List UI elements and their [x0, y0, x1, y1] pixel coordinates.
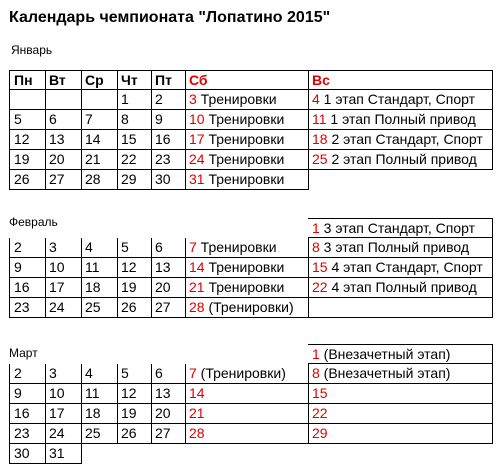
- day-cell: 18 2 этап Стандарт, Спорт: [308, 130, 493, 150]
- day-cell: 20: [151, 404, 186, 424]
- day-cell: 29: [308, 424, 493, 444]
- day-cell: 8 3 этап Полный привод: [308, 238, 493, 258]
- day-cell: 24 Тренировки: [185, 150, 309, 170]
- month-label: Февраль: [9, 215, 58, 229]
- weekday-header: Пт: [151, 70, 186, 90]
- day-cell: 17 Тренировки: [185, 130, 309, 150]
- day-cell: [81, 90, 118, 110]
- day-cell: 30: [151, 170, 186, 190]
- day-cell: 16: [9, 404, 46, 424]
- day-cell: 31 Тренировки: [185, 170, 309, 190]
- month-label: Март: [9, 346, 38, 360]
- day-cell: 18: [81, 278, 118, 298]
- day-cell: [308, 298, 493, 318]
- day-cell: 22: [117, 150, 152, 170]
- day-cell: 28: [81, 170, 118, 190]
- day-cell: 9: [9, 384, 46, 404]
- weekday-header: Сб: [185, 70, 309, 90]
- day-cell: 20: [151, 278, 186, 298]
- month-label: Январь: [11, 43, 53, 57]
- day-cell: 11: [81, 258, 118, 278]
- day-cell: 4: [81, 238, 118, 258]
- day-cell: 9: [9, 258, 46, 278]
- day-cell: 25 2 этап Полный привод: [308, 150, 493, 170]
- day-cell: 3: [45, 364, 82, 384]
- day-cell: 18: [81, 404, 118, 424]
- day-cell: 15 4 этап Стандарт, Спорт: [308, 258, 493, 278]
- day-cell: 15: [117, 130, 152, 150]
- sunday-cell: 1 (Внезачетный этап): [308, 344, 493, 364]
- day-cell: 16: [9, 278, 46, 298]
- day-cell: 7 Тренировки: [185, 238, 309, 258]
- day-cell: 14 Тренировки: [185, 258, 309, 278]
- day-cell: 2: [151, 90, 186, 110]
- day-cell: 29: [117, 170, 152, 190]
- day-cell: 14: [185, 384, 309, 404]
- day-cell: 1: [117, 90, 152, 110]
- day-cell: 12: [117, 258, 152, 278]
- day-cell: 4 1 этап Стандарт, Спорт: [308, 90, 493, 110]
- day-cell: 24: [45, 424, 82, 444]
- day-cell: 22: [308, 404, 493, 424]
- day-cell: 8: [117, 110, 152, 130]
- day-cell: 28: [185, 424, 309, 444]
- day-cell: 27: [151, 424, 186, 444]
- day-cell: 21 Тренировки: [185, 278, 309, 298]
- day-cell: 19: [9, 150, 46, 170]
- day-cell: 10: [45, 384, 82, 404]
- day-cell: 7: [81, 110, 118, 130]
- day-cell: 13: [151, 258, 186, 278]
- day-cell: 14: [81, 130, 118, 150]
- day-cell: 23: [151, 150, 186, 170]
- day-cell: 9: [151, 110, 186, 130]
- day-cell: 21: [81, 150, 118, 170]
- page-title: Календарь чемпионата "Лопатино 2015": [9, 9, 331, 26]
- day-cell: 4: [81, 364, 118, 384]
- day-cell: 26: [9, 170, 46, 190]
- day-cell: 13: [151, 384, 186, 404]
- day-cell: 6: [151, 364, 186, 384]
- day-cell: 12: [9, 130, 46, 150]
- day-cell: 23: [9, 424, 46, 444]
- day-cell: 5: [117, 238, 152, 258]
- day-cell: 19: [117, 278, 152, 298]
- day-cell: 25: [81, 298, 118, 318]
- day-cell: 31: [45, 444, 82, 464]
- weekday-header: Пн: [9, 70, 46, 90]
- day-cell: 11 1 этап Полный привод: [308, 110, 493, 130]
- day-cell: 5: [9, 110, 46, 130]
- day-cell: 8 (Внезачетный этап): [308, 364, 493, 384]
- day-cell: 19: [117, 404, 152, 424]
- day-cell: 3 Тренировки: [185, 90, 309, 110]
- day-cell: 7 (Тренировки): [185, 364, 309, 384]
- day-cell: 12: [117, 384, 152, 404]
- day-cell: 10 Тренировки: [185, 110, 309, 130]
- day-cell: 3: [45, 238, 82, 258]
- day-cell: 2: [9, 364, 46, 384]
- day-cell: 6: [151, 238, 186, 258]
- day-cell: 17: [45, 404, 82, 424]
- day-cell: 22 4 этап Полный привод: [308, 278, 493, 298]
- day-cell: 28 (Тренировки): [185, 298, 309, 318]
- day-cell: 27: [45, 170, 82, 190]
- day-cell: 17: [45, 278, 82, 298]
- day-cell: 11: [81, 384, 118, 404]
- day-cell: 26: [117, 298, 152, 318]
- weekday-header: Вт: [45, 70, 82, 90]
- weekday-header: Ср: [81, 70, 118, 90]
- day-cell: 15: [308, 384, 493, 404]
- day-cell: 13: [45, 130, 82, 150]
- day-cell: [9, 90, 46, 110]
- day-cell: 6: [45, 110, 82, 130]
- day-cell: 20: [45, 150, 82, 170]
- weekday-header: Вс: [308, 70, 493, 90]
- day-cell: 16: [151, 130, 186, 150]
- day-cell: 24: [45, 298, 82, 318]
- day-cell: 27: [151, 298, 186, 318]
- day-cell: 5: [117, 364, 152, 384]
- day-cell: 30: [9, 444, 46, 464]
- day-cell: 2: [9, 238, 46, 258]
- day-cell: [45, 90, 82, 110]
- day-cell: 25: [81, 424, 118, 444]
- day-cell: 26: [117, 424, 152, 444]
- weekday-header: Чт: [117, 70, 152, 90]
- day-cell: 21: [185, 404, 309, 424]
- sunday-cell: 1 3 этап Стандарт, Спорт: [308, 218, 493, 238]
- day-cell: 23: [9, 298, 46, 318]
- day-cell: 10: [45, 258, 82, 278]
